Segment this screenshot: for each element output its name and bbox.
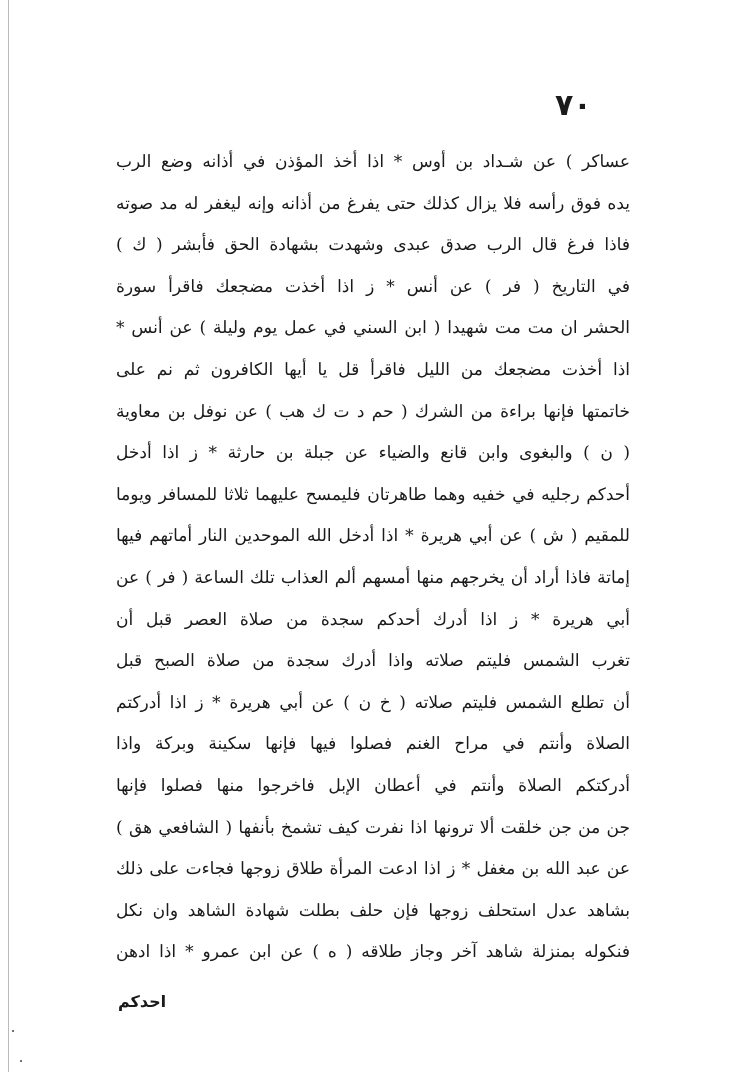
hadith-text-block [116,142,630,974]
page-number: ٧٠ [555,88,592,123]
text-line: الصلاة وأنتم في مراح الغنم فصلوا فيها فإنها سكينة وبركة واذا [116,734,630,755]
scan-speck [12,1030,14,1032]
scan-speck [20,1060,22,1062]
text-line: خاتمتها فإنها براءة من الشرك ( حم د ت ك هب ) عن نوفل بن معاوية [116,401,630,422]
text-line: جن من جن خلقت ألا ترونها اذا نفرت كيف تشمخ بأنفها ( الشافعي هق ) [116,817,630,838]
text-line: يده فوق رأسه فلا يزال كذلك حتى يفرغ من أذانه وإنه ليغفر له مد صوته [116,193,630,214]
text-line: أن تطلع الشمس فليتم صلاته ( خ ن ) عن أبي هريرة * ز اذا أدركتم [116,692,630,713]
text-line: فاذا فرغ قال الرب صدق عبدى وشهدت بشهادة الحق فأبشر ( ك ) [116,235,630,256]
text-line: عن عبد الله بن مغفل * ز اذا ادعت المرأة طلاق زوجها فجاءت على ذلك [116,859,630,880]
text-line: الحشر ان مت مت شهيدا ( ابن السني في عمل يوم وليلة ) عن أنس * [116,318,630,339]
text-line: للمقيم ( ش ) عن أبي هريرة * اذا أدخل الله الموحدين النار أماتهم فيها [116,526,630,547]
text-line: عساكر ) عن شـداد بن أوس * اذا أخذ المؤذن في أذانه وضع الرب [116,152,630,172]
catchword: احدكم [118,992,167,1011]
text-line: تغرب الشمس فليتم صلاته واذا أدرك سجدة من صلاة الصبح قبل [116,651,630,672]
text-line: ( ن ) والبغوى وابن قانع والضياء عن جبلة بن حارثة * ز اذا أدخل [116,443,630,464]
text-line: أدركتكم الصلاة وأنتم في أعطان الإبل فاخرجوا منها فصلوا فإنها [116,775,630,796]
text-line: فنكوله بمنزلة شاهد آخر وجاز طلاقه ( ه ) عن ابن عمرو * اذا ادهن [116,942,630,963]
scan-edge [8,0,9,1072]
text-line: أبي هريرة * ز اذا أدرك أحدكم سجدة من صلاة العصر قبل أن [116,609,630,630]
text-line: اذا أخذت مضجعك من الليل فاقرأ قل يا أيها الكافرون ثم نم على [116,359,630,380]
text-line: في التاريخ ( فر ) عن أنس * ز اذا أخذت مضجعك فاقرأ سورة [116,276,630,297]
text-line: بشاهد عدل استحلف زوجها فإن حلف بطلت شهادة الشاهد وان نكل [116,900,630,921]
text-line: إماتة فاذا أراد أن يخرجهم منها أمسهم ألم العذاب تلك الساعة ( فر ) عن [116,567,630,588]
text-line: أحدكم رجليه في خفيه وهما طاهرتان فليمسح عليهما ثلاثا للمسافر ويوما [116,484,630,505]
